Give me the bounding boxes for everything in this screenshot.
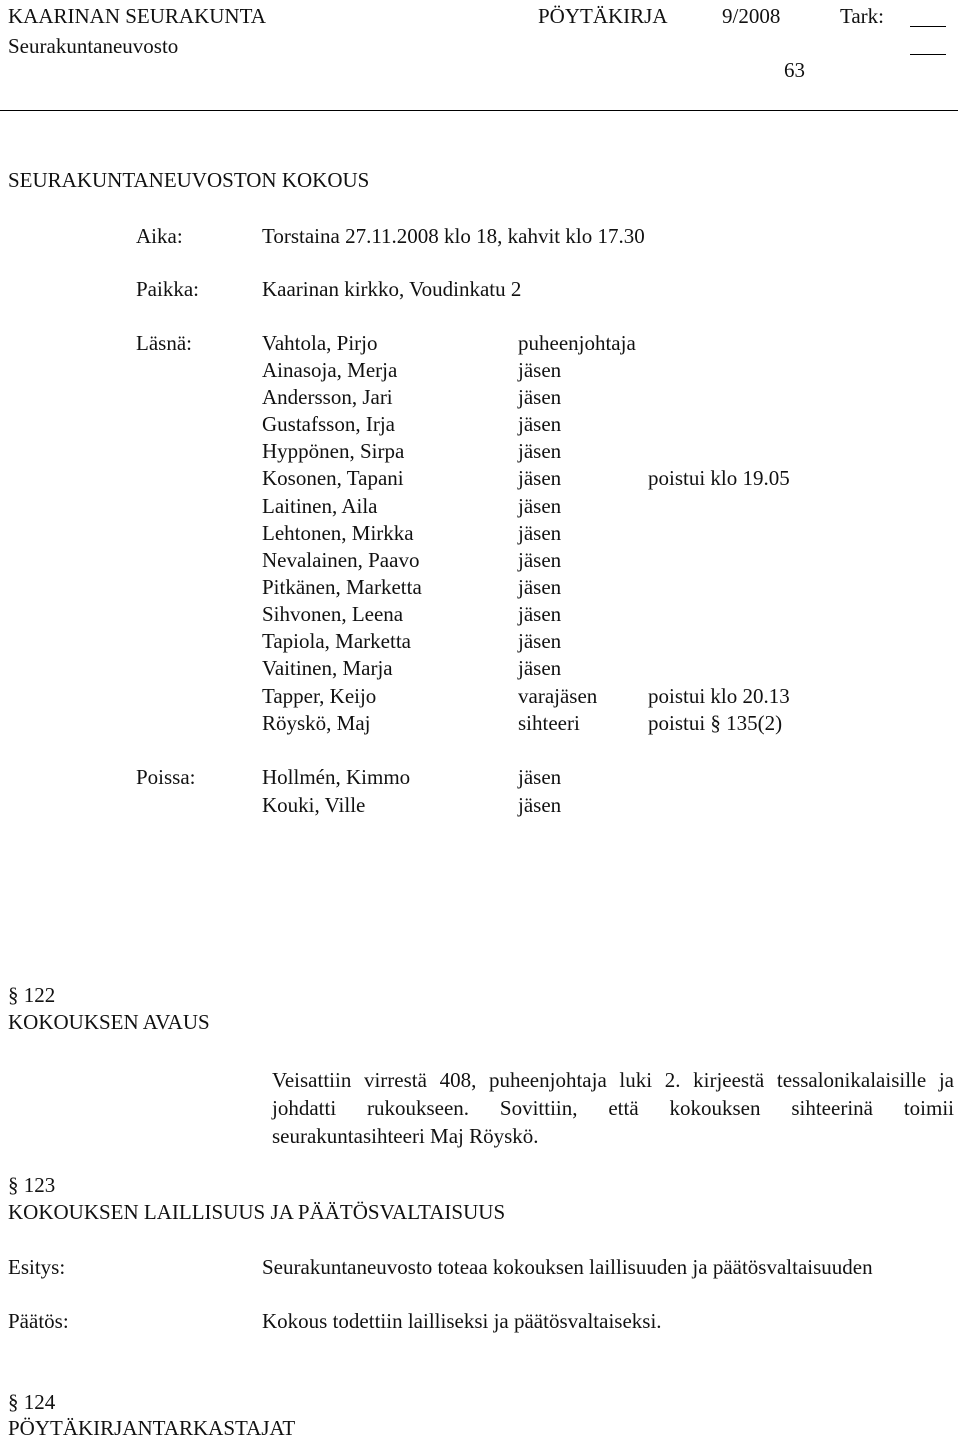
present-label: Läsnä: xyxy=(136,331,192,355)
attendee-role: jäsen xyxy=(518,629,562,653)
absentee-role: jäsen xyxy=(518,765,562,789)
absentee-role: jäsen xyxy=(518,793,562,817)
attendee-name: Vaitinen, Marja xyxy=(262,656,393,680)
absentee-name: Kouki, Ville xyxy=(262,793,366,817)
attendee-role: jäsen xyxy=(518,494,562,518)
header-org: KAARINAN SEURAKUNTA xyxy=(8,4,266,28)
section-124-number: § 124 xyxy=(8,1390,56,1414)
attendee-note: poistui klo 20.13 xyxy=(648,684,790,708)
attendee-role: jäsen xyxy=(518,385,562,409)
attendee-name: Ainasoja, Merja xyxy=(262,358,398,382)
attendee-name: Hyppönen, Sirpa xyxy=(262,439,405,463)
attendee-role: jäsen xyxy=(518,656,562,680)
section-122-title: KOKOUKSEN AVAUS xyxy=(8,1010,210,1034)
attendee-name: Lehtonen, Mirkka xyxy=(262,521,414,545)
decision-label: Päätös: xyxy=(8,1309,69,1333)
attendee-role: sihteeri xyxy=(518,711,580,735)
place-value: Kaarinan kirkko, Voudinkatu 2 xyxy=(262,277,522,301)
attendee-name: Kosonen, Tapani xyxy=(262,466,404,490)
attendee-role: puheenjohtaja xyxy=(518,331,636,355)
attendee-name: Tapiola, Marketta xyxy=(262,629,411,653)
section-123-title: KOKOUKSEN LAILLISUUS JA PÄÄTÖSVALTAISUUS xyxy=(8,1200,506,1224)
attendee-name: Vahtola, Pirjo xyxy=(262,331,378,355)
place-label: Paikka: xyxy=(136,277,199,301)
section-122-body: Veisattiin virrestä 408, puheenjohtaja luki 2. kirjeestä tessalonikalaisille ja johdatti rukoukseen. Sovittiin, että kokouksen sihteerinä toimii seurakuntasihteeri Maj Röyskö. xyxy=(272,1068,954,1148)
attendee-name: Nevalainen, Paavo xyxy=(262,548,420,572)
attendee-name: Gustafsson, Irja xyxy=(262,412,395,436)
time-value: Torstaina 27.11.2008 klo 18, kahvit klo 17.30 xyxy=(262,224,645,248)
attendee-role: jäsen xyxy=(518,602,562,626)
attendee-role: varajäsen xyxy=(518,684,598,708)
absentee-name: Hollmén, Kimmo xyxy=(262,765,411,789)
proposal-text: Seurakuntaneuvosto toteaa kokouksen laillisuuden ja päätösvaltaisuuden xyxy=(262,1255,873,1279)
time-label: Aika: xyxy=(136,224,183,248)
attendee-name: Andersson, Jari xyxy=(262,385,393,409)
meeting-title: SEURAKUNTANEUVOSTON KOKOUS xyxy=(8,168,370,192)
header-doc-type: PÖYTÄKIRJA xyxy=(538,4,668,28)
section-123-number: § 123 xyxy=(8,1173,56,1197)
proposal-label: Esitys: xyxy=(8,1255,66,1279)
section-122-number: § 122 xyxy=(8,983,56,1007)
header-doc-number: 9/2008 xyxy=(722,4,781,28)
attendee-name: Röyskö, Maj xyxy=(262,711,371,735)
attendee-name: Tapper, Keijo xyxy=(262,684,377,708)
attendee-role: jäsen xyxy=(518,466,562,490)
attendee-role: jäsen xyxy=(518,358,562,382)
attendee-name: Laitinen, Aila xyxy=(262,494,378,518)
attendee-role: jäsen xyxy=(518,548,562,572)
section-124-title: PÖYTÄKIRJANTARKASTAJAT xyxy=(8,1416,296,1440)
absent-label: Poissa: xyxy=(136,765,196,789)
tark-blank-line-2 xyxy=(910,54,946,55)
attendee-name: Sihvonen, Leena xyxy=(262,602,404,626)
header-divider xyxy=(0,110,958,111)
attendee-role: jäsen xyxy=(518,521,562,545)
header-page-number: 63 xyxy=(784,58,805,82)
attendee-role: jäsen xyxy=(518,439,562,463)
attendee-name: Pitkänen, Marketta xyxy=(262,575,422,599)
decision-text: Kokous todettiin lailliseksi ja päätösvaltaiseksi. xyxy=(262,1309,662,1333)
header-tark-label: Tark: xyxy=(840,4,885,28)
attendee-note: poistui § 135(2) xyxy=(648,711,783,735)
tark-blank-line xyxy=(910,26,946,27)
header-org-sub: Seurakuntaneuvosto xyxy=(8,34,179,58)
attendee-role: jäsen xyxy=(518,412,562,436)
attendee-role: jäsen xyxy=(518,575,562,599)
attendee-note: poistui klo 19.05 xyxy=(648,466,790,490)
